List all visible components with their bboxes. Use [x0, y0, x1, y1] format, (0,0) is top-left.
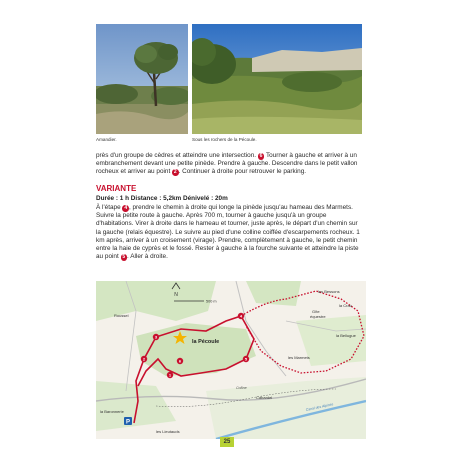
paragraph-text: À l'étape: [96, 204, 123, 211]
variant-meta: Durée : 1 h Distance : 5,2km Dénivelé : 20m: [96, 195, 228, 202]
photo-caption-right: Sous les rochers de la Pécoule.: [192, 137, 257, 142]
place-label: équestre: [310, 314, 326, 319]
place-label: la Baronnerie: [100, 409, 124, 414]
place-label: Colline: [236, 386, 247, 390]
map-step-label: 3: [154, 334, 158, 340]
place-label: les Marmets: [288, 355, 310, 360]
place-label-main: la Pécoule: [192, 339, 220, 345]
paragraph-text: près d'un groupe de cèdres et atteindre une intersection.: [96, 152, 258, 159]
scale-label: 500 m: [206, 299, 217, 304]
paragraph-variant: [96, 204, 364, 261]
page-number: 25: [220, 437, 234, 447]
variant-heading: VARIANTE: [96, 184, 137, 193]
photo-rocks-pecoule: [192, 24, 362, 134]
step-marker-4: 4: [124, 205, 128, 211]
step-marker-6: 6: [259, 153, 263, 159]
paragraph-text: , prendre le chemin à droite qui longe la pinède jusqu'au hameau des Marmets. Suivre la petite route à gauche. Après 700 m, tourner à gauche jusqu'à un groupe d'habitations. Virer à droite dans le hameau et tourner, juste après, le départ d'un chemin sur la gauche (relais équestre). Le suivre au pied d'une colline coiffée d'escarpements rocheux. 1 km après, arriver à un croisement (virage). Prendre, complètement à gauche, le petit chemin entre la haie de cyprès et le fossé. Rester à gauche à la fourche suivante et atteindre la piste au point: [96, 204, 360, 261]
paragraph-text: Tourner à gauche et arriver à un embranchement devant une petite pinède. Prendre à gauche. Descendre dans le petit vallon rocheux et arriver au point: [96, 152, 358, 176]
map-step-label: 1: [168, 372, 172, 378]
step-marker-2: 2: [173, 169, 177, 176]
place-label: Roussel: [114, 313, 129, 318]
paragraph-text: . Aller à droite.: [127, 253, 168, 261]
photo-almond-tree: [96, 24, 188, 134]
canal-label: Canal des Alpines: [305, 402, 334, 412]
place-label: Cabardel: [256, 395, 273, 400]
place-label: les Lieutauds: [156, 429, 180, 434]
route-map: [96, 281, 366, 439]
map-step-label: 2: [142, 356, 146, 362]
map-step-label: 5: [244, 356, 248, 362]
step-marker-5: 5: [122, 254, 126, 261]
photo-caption-left: Amandier.: [96, 137, 117, 142]
parking-label: P: [125, 419, 131, 426]
map-step-label: 6: [178, 358, 182, 364]
map-step-label: 4: [239, 313, 243, 319]
paragraph-text: . Continuer à droite pour retrouver le parking.: [178, 168, 307, 176]
north-label: N: [174, 292, 178, 298]
place-label: la Crau: [339, 303, 352, 308]
place-label: les Bessons: [318, 289, 340, 294]
paragraph-route-end: [96, 152, 364, 177]
place-label: la Bellugue: [336, 333, 356, 338]
place-label: Gîte: [312, 309, 320, 314]
